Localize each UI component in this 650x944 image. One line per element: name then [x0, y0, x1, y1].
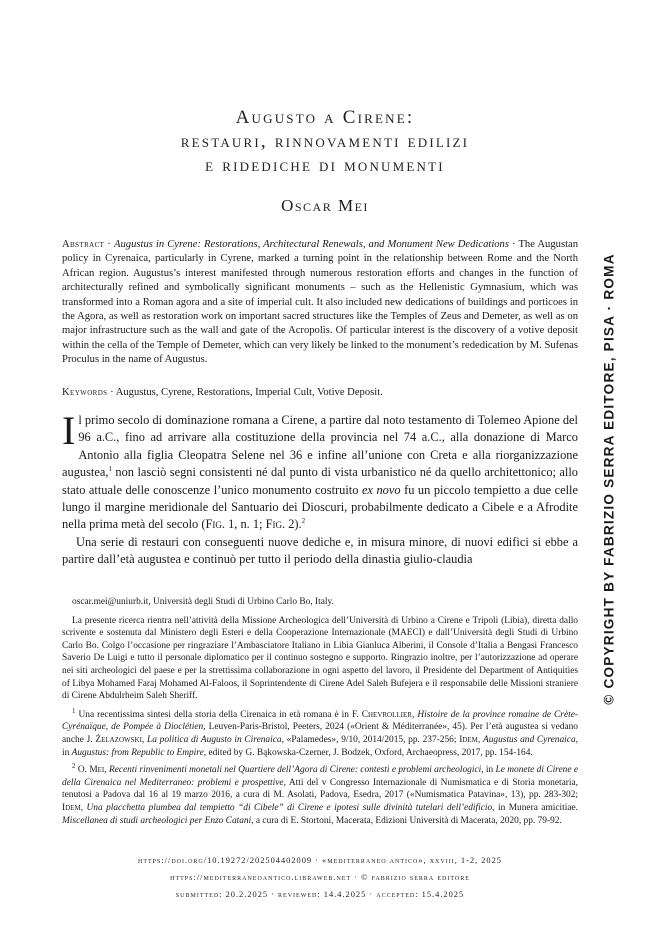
- footnote-ref-1[interactable]: 1: [108, 465, 112, 474]
- keywords-text: · Augustus, Cyrene, Restorations, Imperial Cult, Votive Deposit.: [107, 387, 383, 398]
- footnote-title: Le monete di Cirene e della Cirenaica nel Mediterraneo: problemi e prospettive: [62, 765, 578, 788]
- footnote-title: Una placchetta plumbea dal tempietto “di Cibele” di Cirene e ipotesi sulle divinità tutelari dell’edificio: [86, 802, 493, 813]
- body-text-run: l primo secolo di dominazione romana a Cirene, a partire dal noto testamento di Tolemeo Apione del 96 a.C., fino ad arrivare alla costituzione della provincia nel 74 a.C., alla donazione di Marco Antonio alla figlia Cleopatra Selene nel 36 e infine all’unione con Creta e alla riorganizzazione augustea,: [62, 413, 578, 480]
- footnote-text: , in: [481, 765, 496, 776]
- footnotes: [62, 596, 578, 832]
- footnote-text: ,: [80, 802, 87, 813]
- footnote-title: Augustus: from Republic to Empire: [71, 747, 204, 758]
- footnote-title: Recenti rinvenimenti monetali nel Quartiere dell’Agora di Cirene: contesti e problemi archeologici: [108, 765, 482, 776]
- body-paragraph-1: [62, 408, 578, 534]
- footnote-1-number: 1: [72, 706, 76, 715]
- abstract-english-title: Augustus in Cyrene: Restorations, Architectural Renewals, and Monument New Dedications: [114, 239, 509, 250]
- footnote-text: , «Palamedes», 9/10, 2014/2015, pp. 237-256;: [281, 734, 460, 745]
- abstract-separator: ·: [104, 239, 115, 250]
- footnote-author: Chevrollier: [361, 709, 412, 720]
- footnote-text: , Atti del v Congresso Internazionale di Numismatica e di Storia monetaria, tenutosi a Padova dal 16 al 19 marzo 2016, a cura di M. Asolati, Padova, Esedra, 2017 («Numismatica Patavina», 13), pp. 283-302;: [62, 777, 578, 801]
- footnote-1: [62, 706, 578, 759]
- body-text: [62, 408, 578, 569]
- footnote-title: Histoire de la province romaine de Crète-Cyrénaïque, de Pompée à Dioclétien: [62, 709, 578, 733]
- keywords: [62, 386, 578, 400]
- body-text-run: fu un piccolo tempietto a due celle lungo il margine meridionale del Santuario dei Dioscuri, probabilmente dedicato a Cibele e a Afrodite nella prima metà del secolo (: [62, 482, 578, 532]
- footnote-text: ,: [477, 734, 483, 745]
- figure-ref-2[interactable]: Fig.: [265, 517, 286, 532]
- article-title: [62, 106, 588, 178]
- footer-dates-line: submitted: 20.2.2025 · reviewed: 14.4.2025 · accepted: 15.4.2025: [175, 890, 465, 899]
- footnote-author: Żelazowski: [95, 734, 142, 745]
- footer-doi-line[interactable]: https://doi.org/10.19272/202504402009 · «mediterraneo antico», xxviii, 1-2, 2025: [138, 856, 502, 865]
- author-name: Oscar Mei: [281, 196, 369, 215]
- footnote-title: Miscellanea di studi archeologici per Enzo Catani: [62, 815, 252, 826]
- copyright-notice: [590, 236, 628, 722]
- keywords-label: Keywords: [62, 387, 108, 398]
- footnote-text: O.: [75, 765, 90, 776]
- footnote-text: , a cura di E. Stortoni, Macerata, Edizioni Università di Macerata, 2020, pp. 79-92.: [251, 815, 562, 826]
- title-line-2: restauri, rinnovamenti edilizi: [180, 131, 470, 152]
- footnote-2: [62, 764, 578, 827]
- footnote-text: Una recentissima sintesi della storia della Cirenaica in età romana è in F.: [75, 709, 362, 720]
- abstract: [62, 238, 578, 368]
- copyright-text: © COPYRIGHT BY FABRIZIO SERRA EDITORE, PISA · ROMA: [601, 253, 617, 705]
- abstract-separator-2: ·: [508, 239, 519, 250]
- footnote-2-number: 2: [72, 762, 76, 770]
- page-footer: [62, 852, 578, 903]
- title-line-1: Augusto a Cirene:: [235, 107, 415, 128]
- drop-cap: I: [62, 408, 76, 453]
- footnote-text: ,: [141, 734, 147, 745]
- acknowledgements-note: La presente ricerca rientra nell’attività della Missione Archeologica dell’Università di Urbino a Cirene e Tripoli (Libia), diretta dallo scrivente e sostenuta dal Ministero degli Esteri e della Cooperazione Internazionale (MAECI) e dall’Università degli Studi di Urbino Carlo Bo. Colgo l’occasione per ringraziare l’Ambasciatore Italiano in Libia Gianluca Alberini, il Console d’Italia a Bengasi Francesco Saverio De Luigi e tutto il personale diplomatico per il continuo sostegno e supporto. Ringrazio inoltre, per l’autorizzazione ad operare nei siti archeologici del paese e per la strettissima collaborazione in ogni aspetto del lavoro, il Presidente del Department of Antiquities of Libya Mohamed Faraj Mohamed Al-Faloos, il Soprintendente di Cirene Adel Saleh Bufejera e il responsabile delle Missioni straniere di Cirene Abdulrheim Saleh Sheriff.: [62, 615, 578, 702]
- body-text-run: 2).: [285, 517, 302, 532]
- footnote-text: ,: [104, 765, 109, 776]
- footnote-text: , in: [62, 734, 578, 758]
- footer-website-line[interactable]: https://mediterraneoantico.libraweb.net · © fabrizio serra editore: [170, 873, 470, 882]
- abstract-label: Abstract: [62, 239, 105, 250]
- body-text-run: 1, n. 1;: [224, 517, 266, 532]
- footnote-text: ,: [411, 709, 418, 720]
- body-text-run: non lasciò segni consistenti né dal punto di vista urbanistico né da quello architettonico; allo stato attuale delle conoscenze l’unico monumento costruito: [62, 465, 578, 497]
- body-paragraph-2: Una serie di restauri con conseguenti nuove dediche e, in misura minore, di nuovi edifici si ebbe a partire dall’età augustea e continuò per tutto il periodo della dinastia giulio-claudia: [62, 534, 578, 567]
- title-line-3: e ridediche di monumenti: [205, 155, 445, 176]
- figure-ref-1[interactable]: Fig.: [205, 517, 225, 532]
- author-email-note: oscar.mei@uniurb.it, Università degli Studi di Urbino Carlo Bo, Italy.: [72, 597, 334, 607]
- body-italic-ex-novo: ex novo: [361, 482, 401, 497]
- footnote-ref-2[interactable]: 2: [301, 517, 306, 526]
- footnote-title: La politica di Augusto in Cirenaica: [147, 734, 282, 745]
- footnote-text: , edited by G. Bąkowska-Czerner, J. Bodzek, Oxford, Archaeopress, 2017, pp. 154-164.: [203, 747, 533, 758]
- footnote-author: Idem: [459, 734, 478, 745]
- footnote-author: Mei: [89, 765, 105, 776]
- footnote-author: Idem: [62, 802, 81, 813]
- abstract-text: The Augustan policy in Cyrenaica, particularly in Cyrene, marked a turning point in the relationship between Rome and the North African region. Augustus’s interest manifested through numerous restoration efforts and changes in the function of architecturally refined and symbolically significant monuments – such as the Hellenistic Gymnasium, which was transformed into a Roman agora and a site of imperial cult. It also included new dedications of buildings and porticoes in the Agora, as well as restoration work on important sacred structures like the Temples of Zeus and Demeter, as well as on major infrastructure such as the wall and gate of the Acropolis. Of particular interest is the discovery of a votive deposit within the cella of the Temple of Demeter, which can very likely be linked to the monument’s rededication by M. Sufenas Proculus in the name of Augustus.: [62, 239, 579, 366]
- footnote-text: , Leuven-Paris-Bristol, Peeters, 2024 («Orient & Méditerranée», 45). Per l’età augustea si vedano anche J.: [62, 722, 578, 745]
- footnote-title: Augustus and Cyrenaica: [483, 734, 576, 745]
- footnote-text: , in Munera amicitiae.: [492, 802, 579, 813]
